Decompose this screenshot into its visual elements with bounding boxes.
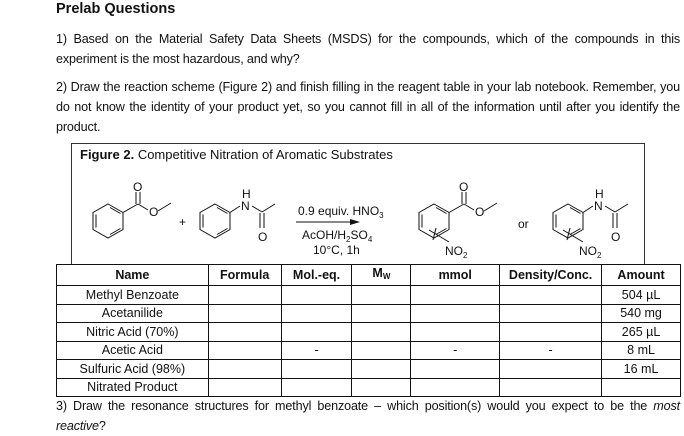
question-3: 3) Draw the resonance structures for methyl benzoate – which position(s) would you expect to be the most reactive?: [56, 399, 680, 433]
table-row: [57, 378, 681, 397]
cell-mmol: [411, 360, 500, 379]
figure-label: Figure 2.: [80, 147, 135, 162]
cell-mol-eq: [281, 378, 352, 397]
product2-oxygen: O: [611, 230, 621, 244]
cell-mmol: [411, 304, 500, 323]
table-row: [57, 304, 681, 323]
cell-mmol: [411, 323, 500, 342]
cell-mw: [352, 378, 411, 397]
conditions-line-3: 10°C, 1h: [313, 243, 360, 257]
product1-carbonyl-oxygen: O: [459, 180, 469, 194]
amide-hydrogen-label: H: [242, 187, 251, 201]
cell-density: -: [500, 341, 602, 360]
cell-density: [500, 378, 602, 397]
cell-density: [500, 286, 602, 305]
cell-mmol: [411, 286, 500, 305]
cell-name: Nitric Acid (70%): [57, 323, 209, 342]
header-name: Name: [57, 265, 209, 286]
cell-name: Sulfuric Acid (98%): [57, 360, 209, 379]
reaction-scheme-drawing: [72, 144, 646, 265]
table-header-row: [57, 265, 681, 286]
cell-name: Methyl Benzoate: [57, 286, 209, 305]
figure-2-reaction-scheme: [71, 143, 645, 264]
product2-hydrogen: H: [595, 187, 604, 201]
cell-density: [500, 360, 602, 379]
product1-nitro-label: $NO_2$: [445, 244, 468, 260]
cell-amount: 504 µL: [602, 286, 681, 305]
table-row: [57, 341, 681, 360]
header-amount: Amount: [602, 265, 681, 286]
cell-amount: [602, 378, 681, 397]
nitro-methyl-benzoate-structure: [419, 192, 497, 242]
cell-formula: [208, 323, 281, 342]
cell-name: Acetic Acid: [57, 341, 209, 360]
cell-density: [500, 323, 602, 342]
cell-formula: [208, 341, 281, 360]
carbonyl-oxygen-label: O: [133, 180, 143, 194]
cell-mol-eq: [281, 286, 352, 305]
cell-amount: 540 mg: [602, 304, 681, 323]
table-row: [57, 360, 681, 379]
cell-formula: [208, 378, 281, 397]
reagent-table: [56, 264, 681, 397]
header-formula: Formula: [208, 265, 281, 286]
cell-amount: 8 mL: [602, 341, 681, 360]
table-row: [57, 323, 681, 342]
cell-mw: [352, 286, 411, 305]
table-row: [57, 286, 681, 305]
cell-mw: [352, 323, 411, 342]
cell-mmol: -: [411, 341, 500, 360]
or-label: or: [518, 217, 529, 231]
ester-oxygen-label: O: [149, 205, 159, 219]
cell-name: Nitrated Product: [57, 378, 209, 397]
product2-nitro-label: $NO_2$: [579, 244, 602, 260]
cell-formula: [208, 286, 281, 305]
header-mw: $M_W$: [352, 265, 411, 286]
methyl-benzoate-structure: [93, 192, 171, 238]
cell-amount: 265 µL: [602, 323, 681, 342]
cell-formula: [208, 360, 281, 379]
amide-nitrogen-label: N: [241, 199, 250, 213]
cell-density: [500, 304, 602, 323]
product2-nitrogen: N: [594, 199, 603, 213]
header-mmol: mmol: [411, 265, 500, 286]
cell-amount: 16 mL: [602, 360, 681, 379]
cell-mmol: [411, 378, 500, 397]
plus-sign: +: [179, 215, 187, 229]
cell-name: Acetanilide: [57, 304, 209, 323]
question-2: 2) Draw the reaction scheme (Figure 2) and finish filling in the reagent table in your lab notebook. Remember, you do not know the identity of your product yet, so you cannot fill in all of the information until after you identify the product.: [56, 80, 680, 134]
cell-formula: [208, 304, 281, 323]
cell-mw: [352, 304, 411, 323]
question-1: 1) Based on the Material Safety Data Sheets (MSDS) for the compounds, which of the compounds in this experiment is the most hazardous, and why?: [56, 32, 680, 66]
amide-oxygen-label: O: [258, 230, 268, 244]
conditions-line-1: 0.9 equiv. $HNO_3$: [298, 204, 384, 220]
emphasis-most-reactive: most reactive: [56, 399, 680, 433]
header-mol-eq: Mol.-eq.: [281, 265, 352, 286]
conditions-line-2: AcOH/$H_2SO_4$: [302, 228, 373, 244]
figure-title: Competitive Nitration of Aromatic Substrates: [137, 147, 393, 162]
cell-mol-eq: [281, 323, 352, 342]
page-title: Prelab Questions: [56, 1, 176, 17]
product1-ester-oxygen: O: [475, 205, 485, 219]
header-density: Density/Conc.: [500, 265, 602, 286]
cell-mol-eq: [281, 304, 352, 323]
cell-mw: [352, 341, 411, 360]
cell-mol-eq: -: [281, 341, 352, 360]
cell-mw: [352, 360, 411, 379]
cell-mol-eq: [281, 360, 352, 379]
